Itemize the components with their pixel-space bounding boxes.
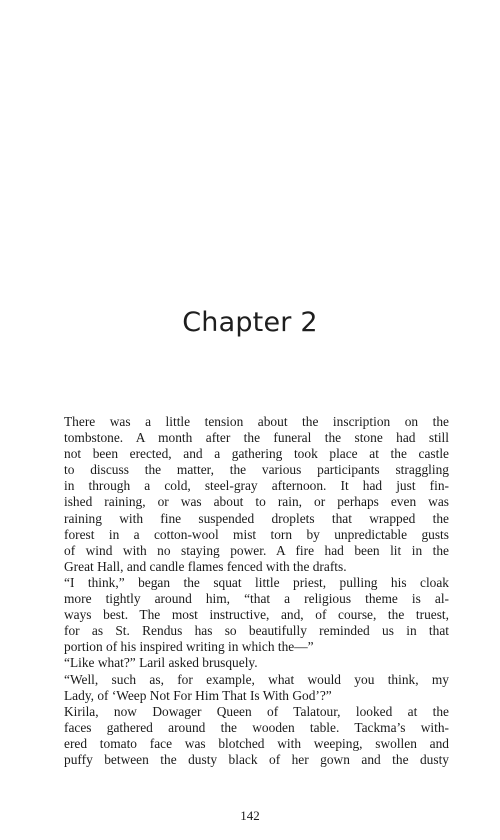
text-line: Kirila, now Dowager Queen of Talatour, looked at the — [64, 703, 449, 719]
text-line: of wind with no staying power. A fire had been lit in the — [64, 542, 449, 558]
body-text — [64, 414, 449, 768]
text-line: portion of his inspired writing in which the—” — [64, 639, 314, 655]
text-line: There was a little tension about the inscription on the — [64, 414, 449, 429]
text-line: ished raining, or was about to rain, or perhaps even was — [64, 494, 449, 510]
text-line: for as St. Rendus has so beautifully reminded us in that — [64, 623, 449, 639]
text-line: Lady, of ‘Weep Not For Him That Is With God’?” — [64, 687, 332, 703]
text-line: “I think,” began the squat little priest, pulling his cloak — [64, 574, 449, 590]
text-line: “Like what?” Laril asked brusquely. — [64, 655, 258, 671]
text-line: forest in a cotton-wool mist torn by unpredictable gusts — [64, 526, 449, 542]
text-line: tombstone. A month after the funeral the stone had still — [64, 430, 449, 446]
page-number: 142 — [240, 808, 260, 823]
text-line: more tightly around him, “that a religious theme is al- — [64, 591, 449, 607]
text-line: ered tomato face was blotched with weeping, swollen and — [64, 735, 449, 751]
text-line: faces gathered around the wooden table. Tackma’s with- — [64, 719, 449, 735]
text-line: “Well, such as, for example, what would you think, my — [64, 671, 449, 687]
text-line: ways best. The most instructive, and, of course, the truest, — [64, 607, 449, 623]
text-line: not been erected, and a gathering took place at the castle — [64, 446, 449, 462]
text-line: in through a cold, steel-gray afternoon. It had just fin- — [64, 478, 449, 494]
text-line: raining with fine suspended droplets that wrapped the — [64, 510, 449, 526]
text-line: to discuss the matter, the various participants straggling — [64, 462, 449, 478]
text-line: puffy between the dusty black of her gown and the dusty — [64, 751, 449, 767]
text-line: Great Hall, and candle flames fenced with the drafts. — [64, 558, 347, 574]
chapter-title: Chapter 2 — [182, 307, 318, 338]
